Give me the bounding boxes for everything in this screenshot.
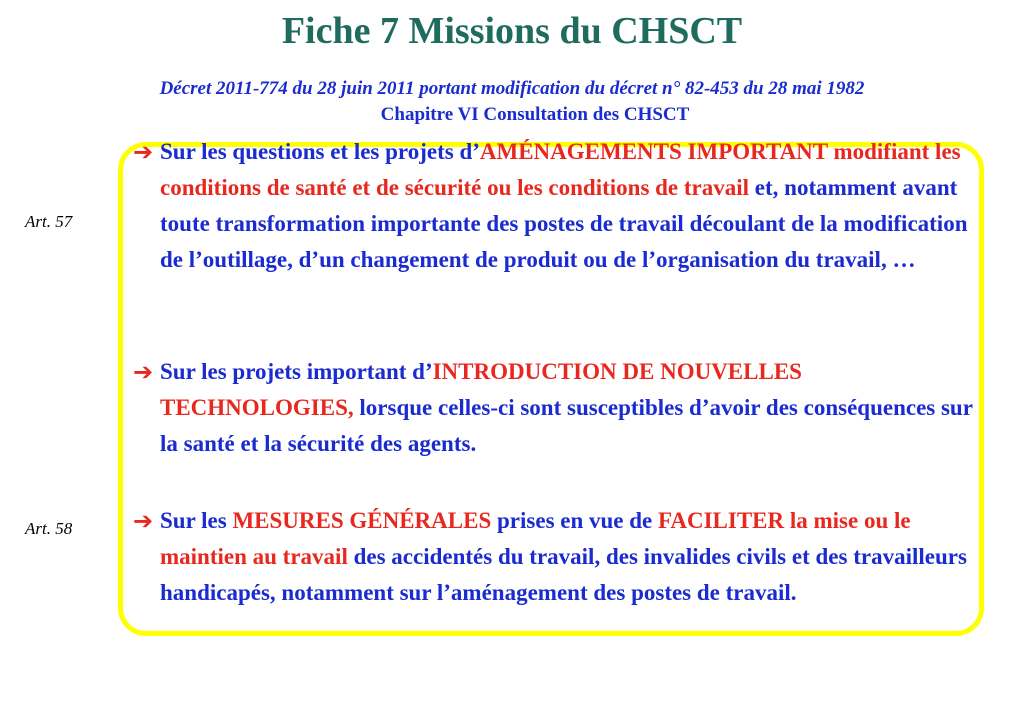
right-arrow-icon: ➔ [133,507,154,535]
article-58-label: Art. 58 [25,519,73,538]
decree-subtitle: Décret 2011-774 du 28 juin 2011 portant modification du décret n° 82-453 du 28 mai 1982 [159,78,865,99]
list-item-text [133,503,978,611]
highlight-segment: INTRODUCTION DE NOUVELLES TECHNOLOGIES, [160,359,802,420]
text-segment: et, notamment avant toute transformation importante des postes de travail découlant de la modification de l’outillage, d’un changement de produit ou de l’organisation du travail, … [160,175,968,272]
list-item-text [133,134,978,278]
list-item-amenagements [133,134,978,278]
list-item-technologies [133,354,978,462]
list-item-text [133,354,978,462]
list-item-mesures [133,503,978,611]
page-title: Fiche 7 Missions du CHSCT [281,10,743,52]
highlight-segment: AMÉNAGEMENTS IMPORTANT modifiant les conditions de santé et de sécurité ou les conditions de travail [160,139,961,200]
highlight-segment: FACILITER la mise ou le maintien au travail [160,508,911,569]
text-segment: prises en vue de [491,508,659,533]
text-segment: Sur les questions et les projets d’ [160,139,480,164]
right-arrow-icon: ➔ [133,358,154,386]
text-segment: Sur les [160,508,233,533]
text-segment: Sur les projets important d’ [160,359,433,384]
chapter-heading: Chapitre VI Consultation des CHSCT [380,104,690,125]
article-57-label: Art. 57 [25,212,73,231]
right-arrow-icon: ➔ [133,138,154,166]
text-segment: des accidentés du travail, des invalides civils et des travailleurs handicapés, notamment sur l’aménagement des postes de travail. [160,544,967,605]
highlight-segment: MESURES GÉNÉRALES [232,508,492,533]
text-segment: lorsque celles-ci sont susceptibles d’avoir des conséquences sur la santé et la sécurité des agents. [160,395,973,456]
